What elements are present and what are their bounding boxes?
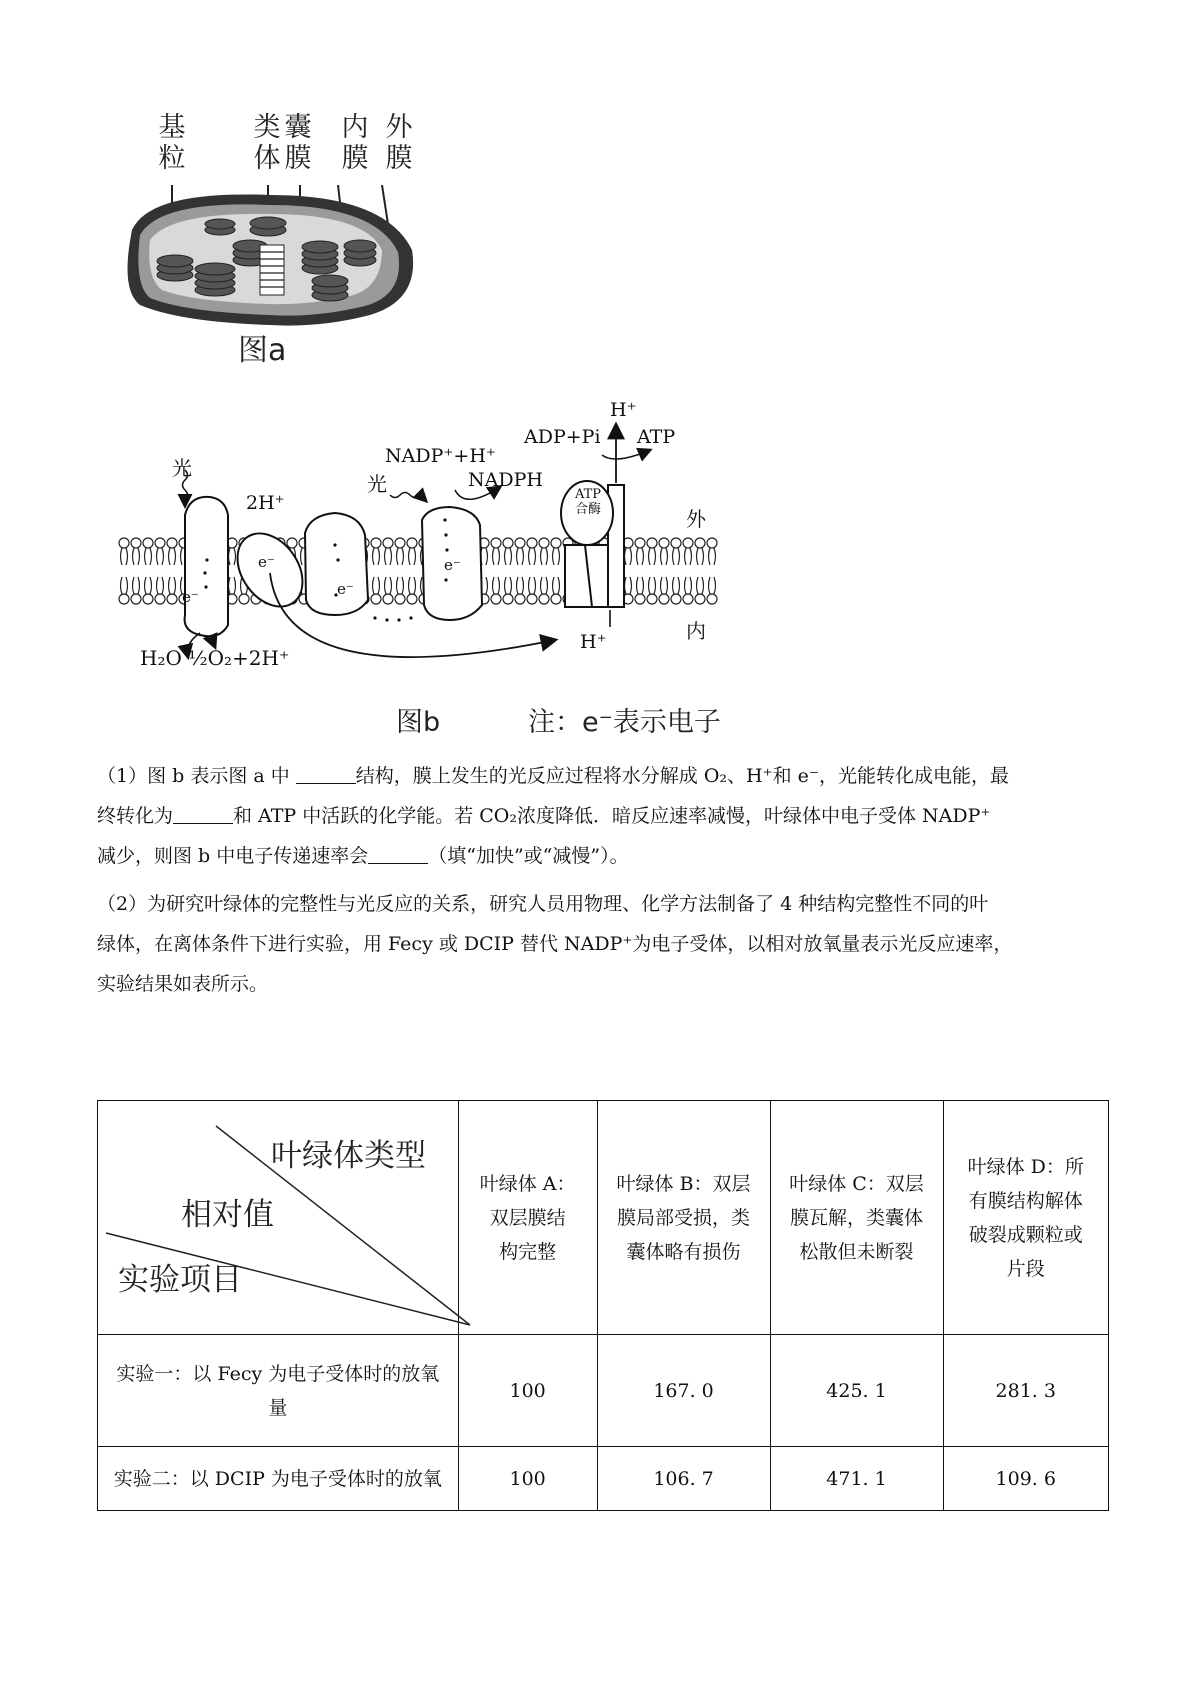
water-split-equation: H₂O ½O₂+2H⁺ — [140, 646, 290, 670]
lipid-head — [167, 594, 177, 604]
nadp-plus-h-label: NADP⁺+H⁺ — [385, 445, 496, 467]
lipid-head — [143, 538, 153, 548]
header-chloroplast-c — [770, 1101, 943, 1335]
header-chloroplast-b — [597, 1101, 770, 1335]
lipid-head — [371, 594, 381, 604]
figure-b-caption: 图b — [396, 707, 441, 738]
row-1-value-a: 100 — [458, 1335, 597, 1447]
lipid-head — [551, 538, 561, 548]
photosystem-ii — [185, 497, 228, 636]
header-d-line: 片段 — [1006, 1257, 1045, 1280]
lipid-head — [647, 538, 657, 548]
lipid-head — [491, 594, 501, 604]
q2-line-1: （2）为研究叶绿体的完整性与光反应的关系，研究人员用物理、化学方法制备了 4 种结构完整性不同的叶 — [97, 893, 989, 915]
table-header-row — [98, 1101, 1109, 1335]
header-chloroplast-a — [458, 1101, 597, 1335]
electron-label-4: e⁻ — [444, 556, 461, 574]
lipid-head — [539, 594, 549, 604]
header-d-line: 叶绿体 D：所 — [967, 1155, 1084, 1178]
lipid-head — [383, 538, 393, 548]
atp-label: ATP — [637, 426, 676, 448]
table-corner-cell — [98, 1101, 459, 1335]
row-2-label — [98, 1447, 459, 1511]
lipid-head — [635, 538, 645, 548]
label-leinangti-text: 类体 — [253, 112, 281, 174]
header-d-line: 有膜结构解体 — [968, 1189, 1083, 1212]
q1-part-f: （填“加快”或“减慢”）。 — [428, 845, 629, 867]
lipid-head — [527, 594, 537, 604]
figure-b-note: 注：e⁻表示电子 — [528, 707, 721, 738]
row-2-value-b: 106. 7 — [597, 1447, 770, 1511]
header-chloroplast-d — [943, 1101, 1109, 1335]
header-b-line: 膜局部受损，类 — [617, 1206, 751, 1229]
q1-part-a: （1）图 b 表示图 a 中 — [97, 765, 290, 787]
q1-blank-1[interactable] — [296, 765, 356, 784]
lipid-head — [131, 594, 141, 604]
q2-line-3: 实验结果如表所示。 — [97, 973, 269, 995]
header-c-line: 膜瓦解，类囊体 — [790, 1206, 924, 1229]
header-c-line: 松散但未断裂 — [799, 1240, 914, 1263]
lipid-head — [119, 594, 129, 604]
lipid-head — [683, 538, 693, 548]
header-a-line: 叶绿体 A： — [479, 1172, 576, 1195]
two-h-plus-label: 2H⁺ — [246, 492, 285, 514]
header-b-line: 叶绿体 B：双层 — [616, 1172, 751, 1195]
lipid-head — [707, 538, 717, 548]
table-row — [98, 1447, 1109, 1511]
row-2-label-line: 实验二：以 DCIP 为电子受体时的放氧 — [113, 1467, 442, 1490]
lipid-head — [155, 538, 165, 548]
lipid-head — [407, 538, 417, 548]
row-1-value-b: 167. 0 — [597, 1335, 770, 1447]
lipid-head — [407, 594, 417, 604]
h-plus-bottom-label: H⁺ — [580, 631, 607, 653]
lipid-head — [383, 594, 393, 604]
q1-part-d: 和 ATP 中活跃的化学能。若 CO₂浓度降低．暗反应速率减慢，叶绿体中电子受体 NADP⁺ — [233, 805, 991, 827]
row-1-value-d: 281. 3 — [943, 1335, 1109, 1447]
header-b-line: 囊体略有损伤 — [626, 1240, 741, 1263]
electron-label-3: e⁻ — [337, 580, 354, 598]
label-jili-text: 基粒 — [158, 112, 186, 174]
lipid-head — [659, 594, 669, 604]
lipid-head — [635, 594, 645, 604]
lipid-head — [671, 594, 681, 604]
label-nangmo-text: 囊膜 — [284, 112, 312, 174]
lipid-head — [695, 594, 705, 604]
row-2-value-c: 471. 1 — [770, 1447, 943, 1511]
outside-label: 外 — [686, 507, 706, 531]
lipid-head — [395, 538, 405, 548]
lipid-head — [647, 594, 657, 604]
cytochrome-complex — [305, 513, 368, 615]
nadph-label: NADPH — [468, 469, 543, 491]
q1-part-e: 减少，则图 b 中电子传递速率会 — [97, 845, 369, 867]
lipid-head — [539, 538, 549, 548]
question-1 — [97, 763, 1107, 883]
corner-bottom-label: 实验项目 — [118, 1262, 242, 1298]
lipid-head — [503, 594, 513, 604]
lipid-head — [683, 594, 693, 604]
q1-part-c: 终转化为 — [97, 805, 174, 827]
q1-blank-3[interactable] — [368, 845, 428, 864]
lipid-head — [395, 594, 405, 604]
lipid-head — [287, 538, 297, 548]
lipid-head — [155, 594, 165, 604]
light-label-2: 光 — [367, 472, 387, 496]
row-1-label-line: 实验一：以 Fecy 为电子受体时的放氧 — [116, 1362, 440, 1385]
lipid-head — [119, 538, 129, 548]
lipid-head — [503, 538, 513, 548]
lipid-head — [659, 538, 669, 548]
row-1-label — [98, 1335, 459, 1447]
corner-top-label: 叶绿体类型 — [271, 1138, 426, 1174]
row-1-label-line: 量 — [268, 1396, 288, 1419]
lipid-head — [527, 538, 537, 548]
electron-label-1: e⁻ — [182, 588, 199, 606]
header-a-line: 构完整 — [499, 1240, 557, 1263]
adp-pi-label: ADP+Pi — [524, 426, 601, 448]
q1-blank-2[interactable] — [173, 805, 233, 824]
lipid-head — [167, 538, 177, 548]
lipid-head — [371, 538, 381, 548]
light-wave-2 — [390, 493, 426, 502]
corner-diagonal-lines — [98, 1101, 478, 1335]
q1-part-b: 结构，膜上发生的光反应过程将水分解成 O₂、H⁺和 e⁻，光能转化成电能，最 — [355, 765, 1009, 787]
atp-synthase-label: ATP合酶 — [574, 487, 602, 517]
row-1-value-c: 425. 1 — [770, 1335, 943, 1447]
lipid-head — [551, 594, 561, 604]
results-table — [97, 1100, 1109, 1511]
lipid-head — [707, 594, 717, 604]
lipid-head — [515, 538, 525, 548]
h-plus-top-label: H⁺ — [610, 399, 637, 421]
table-row — [98, 1335, 1109, 1447]
lipid-head — [143, 594, 153, 604]
header-c-line: 叶绿体 C：双层 — [789, 1172, 924, 1195]
lipid-head — [491, 538, 501, 548]
lipid-head — [671, 538, 681, 548]
header-a-line: 双层膜结 — [489, 1206, 566, 1229]
electron-label-2: e⁻ — [258, 553, 275, 571]
light-label-1: 光 — [172, 456, 192, 480]
chloroplast-illustration — [120, 100, 460, 360]
q2-line-2: 绿体，在离体条件下进行实验，用 Fecy 或 DCIP 替代 NADP⁺为电子受体，以相对放氧量表示光反应速率， — [97, 933, 1013, 955]
lipid-head — [239, 594, 249, 604]
corner-mid-label: 相对值 — [181, 1197, 274, 1233]
lipid-head — [131, 538, 141, 548]
lipid-head — [695, 538, 705, 548]
label-waimo-text: 外膜 — [385, 112, 413, 174]
row-2-value-a: 100 — [458, 1447, 597, 1511]
lipid-head — [515, 594, 525, 604]
inside-label: 内 — [686, 619, 706, 643]
row-2-value-d: 109. 6 — [943, 1447, 1109, 1511]
question-2 — [97, 891, 1107, 1011]
header-d-line: 破裂成颗粒或 — [968, 1223, 1083, 1246]
label-neimo-text: 内膜 — [341, 112, 369, 174]
figure-a-caption: 图a — [238, 333, 287, 368]
